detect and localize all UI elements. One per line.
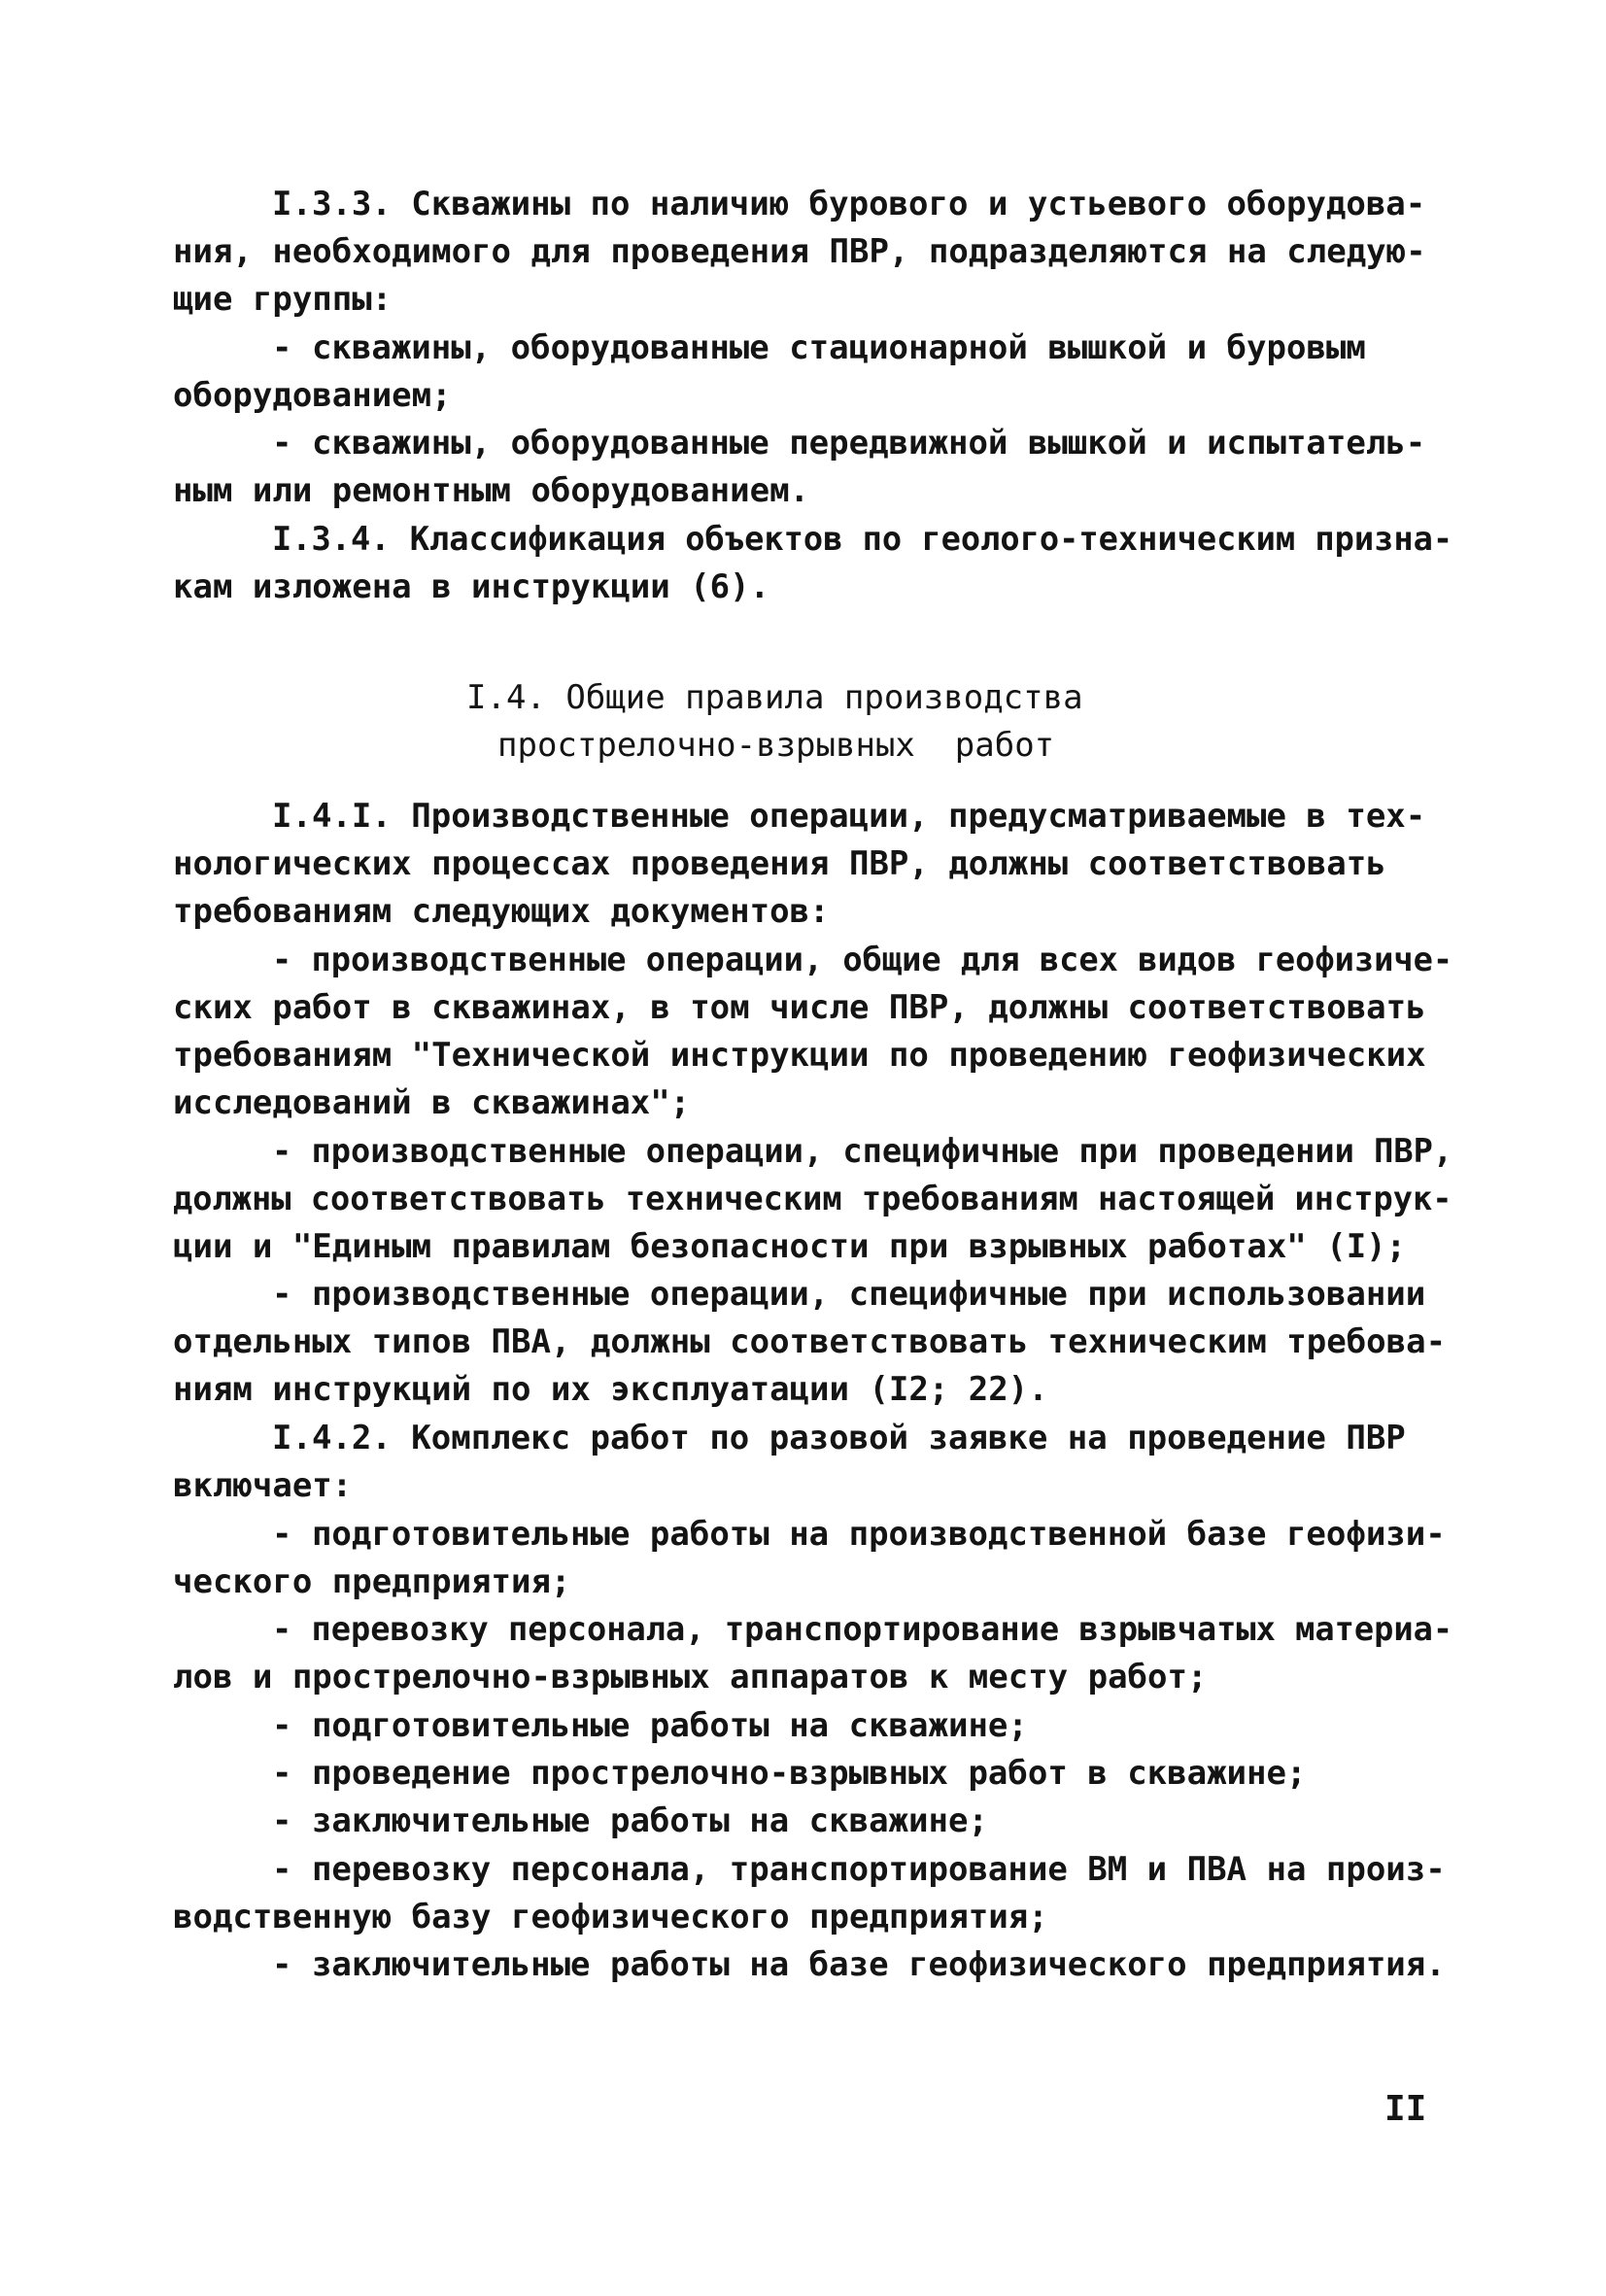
section-heading-line-1: I.4. Общие правила производства: [466, 678, 1083, 717]
list-item-line: - перевозку персонала, транспортирование взрывчатых материа-: [272, 1610, 1453, 1649]
text-line: I.3.4. Классификация объектов по геолого-техническим призна-: [272, 520, 1453, 559]
list-item-line: - производственные операции, общие для всех видов геофизиче-: [272, 941, 1453, 979]
list-item-line: ным или ремонтным оборудованием.: [173, 471, 810, 510]
text-line: кам изложена в инструкции (6).: [173, 567, 770, 606]
list-item-line: - заключительные работы на скважине;: [272, 1801, 988, 1840]
list-item-line: ниям инструкций по их эксплуатации (I2; 22).: [173, 1370, 1048, 1409]
text-line: ния, необходимого для проведения ПВР, подразделяются на следую-: [173, 232, 1426, 271]
list-item-line: отдельных типов ПВА, должны соответствовать техническим требова-: [173, 1322, 1447, 1361]
section-heading-line-2: прострелочно-взрывных работ: [497, 726, 1055, 765]
list-item-line: - перевозку персонала, транспортирование ВМ и ПВА на произ-: [272, 1850, 1446, 1889]
text-line: нологических процессах проведения ПВР, должны соответствовать: [173, 844, 1386, 883]
text-line: I.3.3. Скважины по наличию бурового и устьевого оборудова-: [272, 185, 1426, 223]
list-item-line: - скважины, оборудованные стационарной вышкой и буровым: [272, 328, 1366, 367]
list-item-line: - подготовительные работы на производственной базе геофизи-: [272, 1515, 1446, 1554]
list-item-line: - проведение прострелочно-взрывных работ в скважине;: [272, 1754, 1307, 1793]
text-line: I.4.I. Производственные операции, предусматриваемые в тех-: [272, 797, 1426, 836]
list-item-line: - заключительные работы на базе геофизического предприятия.: [272, 1945, 1446, 1984]
text-line: щие группы:: [173, 280, 393, 319]
page-number: II: [1384, 2089, 1427, 2129]
list-item-line: - подготовительные работы на скважине;: [272, 1706, 1028, 1745]
list-item-line: оборудованием;: [173, 376, 452, 415]
list-item-line: ческого предприятия;: [173, 1562, 571, 1601]
list-item-line: - производственные операции, специфичные при использовании: [272, 1275, 1426, 1314]
list-item-line: требованиям "Технической инструкции по проведению геофизических: [173, 1036, 1426, 1075]
list-item-line: - производственные операции, специфичные при проведении ПВР,: [272, 1132, 1453, 1171]
list-item-line: ции и "Единым правилам безопасности при взрывных работах" (I);: [173, 1227, 1407, 1266]
text-line: требованиям следующих документов:: [173, 892, 830, 931]
list-item-line: исследований в скважинах";: [173, 1083, 691, 1122]
list-item-line: ских работ в скважинах, в том числе ПВР, должны соответствовать: [173, 988, 1426, 1027]
list-item-line: лов и прострелочно-взрывных аппаратов к месту работ;: [173, 1658, 1208, 1696]
list-item-line: водственную базу геофизического предприятия;: [173, 1898, 1048, 1936]
list-item-line: должны соответствовать техническим требованиям настоящей инструк-: [173, 1180, 1452, 1218]
text-line: I.4.2. Комплекс работ по разовой заявке на проведение ПВР: [272, 1419, 1406, 1457]
text-line: включает:: [173, 1466, 353, 1505]
list-item-line: - скважины, оборудованные передвижной вышкой и испытатель-: [272, 424, 1426, 463]
